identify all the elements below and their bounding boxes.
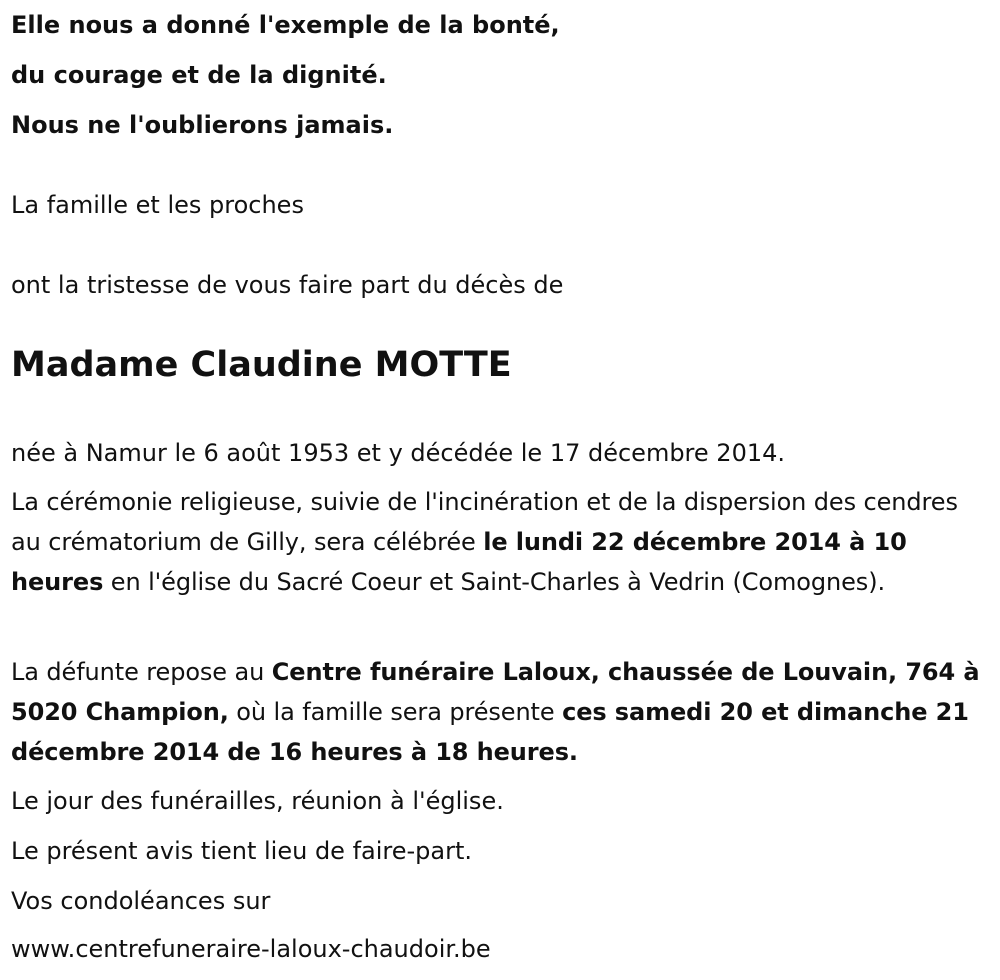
repose-center: Centre funéraire Laloux, chaussée de Louvain, 764 à 5020 Champion,: [11, 658, 980, 726]
repose-times: ces samedi 20 et dimanche 21 décembre 2014 de 16 heures à 18 heures.: [11, 698, 969, 766]
epitaph-line-2: du courage et de la dignité.: [11, 61, 387, 89]
announcement-line: ont la tristesse de vous faire part du décès de: [11, 271, 564, 299]
epitaph-line-3: Nous ne l'oublierons jamais.: [11, 111, 394, 139]
repose-paragraph: [11, 652, 986, 772]
ceremony-place: en l'église du Sacré Coeur et Saint-Charles à Vedrin (Comognes).: [103, 568, 885, 596]
ceremony-intro: La cérémonie religieuse, suivie de l'incinération et de la dispersion des cendres au crématorium de Gilly, sera célébrée: [11, 488, 958, 556]
family-line: La famille et les proches: [11, 191, 304, 219]
ceremony-date: le lundi 22 décembre 2014 à 10 heures: [11, 528, 907, 596]
website-link[interactable]: www.centrefuneraire-laloux-chaudoir.be: [11, 935, 491, 963]
repose-middle: où la famille sera présente: [228, 698, 563, 726]
condolences-line: Vos condoléances sur: [11, 887, 271, 915]
notice-line: Le présent avis tient lieu de faire-part.: [11, 837, 473, 865]
epitaph-line-1: Elle nous a donné l'exemple de la bonté,: [11, 11, 560, 39]
funeral-day-line: Le jour des funérailles, réunion à l'église.: [11, 787, 504, 815]
birth-death-line: née à Namur le 6 août 1953 et y décédée le 17 décembre 2014.: [11, 439, 785, 467]
deceased-name: Madame Claudine MOTTE: [11, 345, 512, 385]
ceremony-paragraph: [11, 482, 986, 602]
repose-intro: La défunte repose au: [11, 658, 272, 686]
